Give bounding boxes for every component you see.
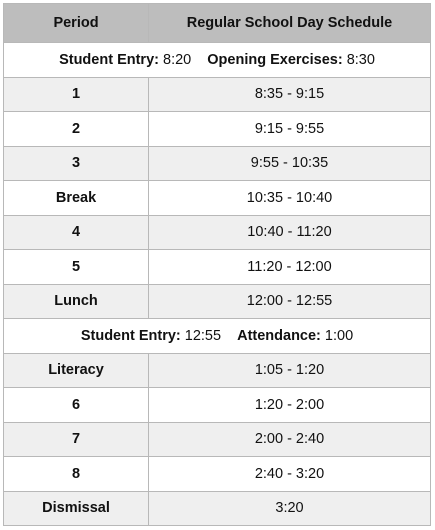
- period-cell: Lunch: [4, 284, 149, 319]
- table-row: [4, 77, 431, 112]
- time-cell: 9:55 - 10:35: [149, 146, 431, 181]
- table-row: [4, 112, 431, 147]
- period-cell: 2: [4, 112, 149, 147]
- opening-exercises-time: 8:30: [346, 51, 375, 68]
- schedule-header: Regular School Day Schedule: [149, 4, 431, 43]
- table-row: [4, 250, 431, 285]
- header-row: [4, 4, 431, 43]
- morning-entry-cell: [4, 43, 431, 78]
- table-row: [4, 146, 431, 181]
- period-cell: 7: [4, 422, 149, 457]
- opening-exercises-label: Opening Exercises:: [207, 51, 343, 68]
- table-row: [4, 353, 431, 388]
- afternoon-entry-banner: [4, 319, 431, 354]
- table-row: [4, 388, 431, 423]
- table-row: [4, 491, 431, 526]
- time-cell: 8:35 - 9:15: [149, 77, 431, 112]
- period-cell: 6: [4, 388, 149, 423]
- student-entry-time: 12:55: [184, 327, 222, 344]
- table-row: [4, 457, 431, 492]
- period-cell: Break: [4, 181, 149, 216]
- time-cell: 10:35 - 10:40: [149, 181, 431, 216]
- morning-entry-banner: [4, 43, 431, 78]
- schedule-table: [3, 3, 431, 526]
- period-header: Period: [4, 4, 149, 43]
- period-cell: Dismissal: [4, 491, 149, 526]
- period-cell: 3: [4, 146, 149, 181]
- period-cell: 4: [4, 215, 149, 250]
- period-cell: Literacy: [4, 353, 149, 388]
- student-entry-label: Student Entry:: [80, 327, 181, 344]
- time-cell: 11:20 - 12:00: [149, 250, 431, 285]
- time-cell: 2:40 - 3:20: [149, 457, 431, 492]
- table-row: [4, 422, 431, 457]
- time-cell: 1:05 - 1:20: [149, 353, 431, 388]
- period-cell: 8: [4, 457, 149, 492]
- time-cell: 9:15 - 9:55: [149, 112, 431, 147]
- table-row: [4, 215, 431, 250]
- table-row: [4, 181, 431, 216]
- time-cell: 2:00 - 2:40: [149, 422, 431, 457]
- attendance-time: 1:00: [324, 327, 354, 344]
- time-cell: 1:20 - 2:00: [149, 388, 431, 423]
- time-cell: 3:20: [149, 491, 431, 526]
- time-cell: 10:40 - 11:20: [149, 215, 431, 250]
- afternoon-entry-cell: [4, 319, 431, 354]
- table-row: [4, 284, 431, 319]
- attendance-label: Attendance:: [237, 327, 321, 344]
- student-entry-label: Student Entry:: [59, 51, 159, 68]
- period-cell: 1: [4, 77, 149, 112]
- time-cell: 12:00 - 12:55: [149, 284, 431, 319]
- period-cell: 5: [4, 250, 149, 285]
- student-entry-time: 8:20: [163, 51, 192, 68]
